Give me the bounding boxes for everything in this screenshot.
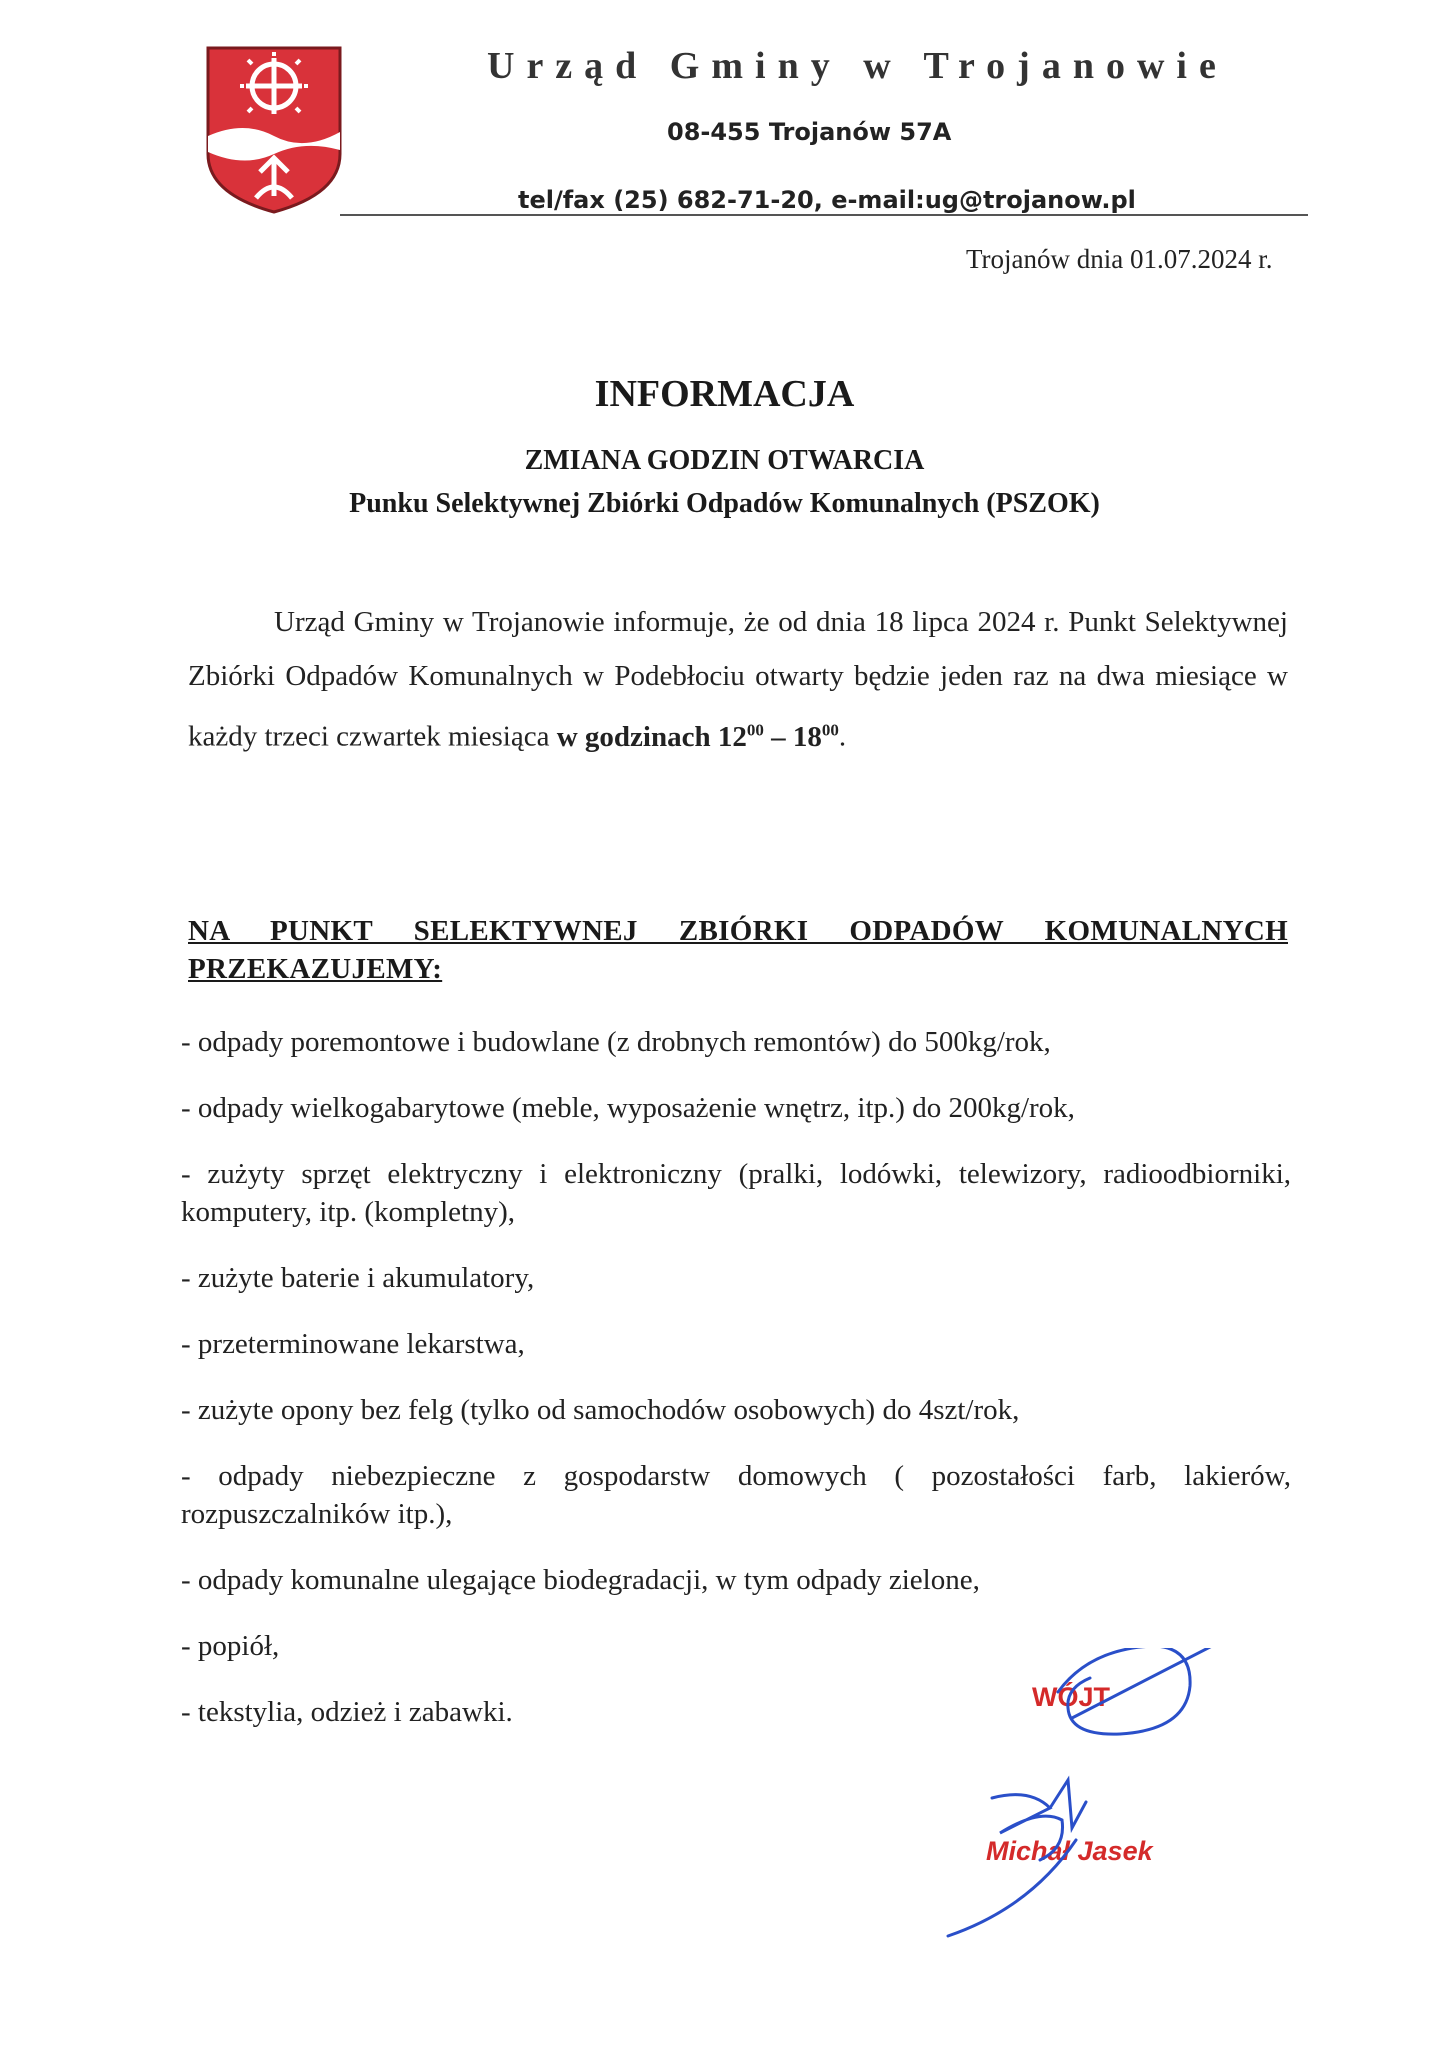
opening-hours: w godzinach $12^{00} - 18^{00}$ (556, 720, 839, 753)
coat-of-arms-icon (204, 44, 344, 216)
stamp-title: WÓJT (1032, 1682, 1110, 1712)
list-item: - zużyte baterie i akumulatory, (181, 1262, 535, 1294)
office-contact: tel/fax (25) 682-71-20, e-mail:ug@trojanow.pl (518, 186, 1136, 214)
list-item: - przeterminowane lekarstwa, (181, 1328, 525, 1360)
list-item: - popiół, (181, 1630, 280, 1662)
header-divider (340, 214, 1308, 216)
list-item: - odpady wielkogabarytowe (meble, wyposażenie wnętrz, itp.) do 200kg/rok, (181, 1092, 1075, 1124)
list-item: - zużyty sprzęt elektryczny i elektroniczny (pralki, lodówki, telewizory, radioodbiorniki, komputery, itp. (kompletny), (181, 1158, 1291, 1228)
accepted-waste-heading: NA PUNKT SELEKTYWNEJ ZBIÓRKI ODPADÓW KOMUNALNYCH PRZEKAZUJEMY: (188, 915, 1288, 985)
list-item: - tekstylia, odzież i zabawki. (181, 1696, 513, 1728)
stamp-name: Michał Jasek (986, 1836, 1153, 1866)
document-date: Trojanów dnia 01.07.2024 r. (966, 244, 1273, 274)
list-item: - odpady komunalne ulegające biodegradacji, w tym odpady zielone, (181, 1564, 980, 1596)
announcement-text: Urząd Gminy w Trojanowie informuje, że od dnia 18 lipca 2024 r. Punkt Selektywnej Zbiórki Odpadów Komunalnych w Podebłociu otwarty będzie jeden raz na dwa miesiące w każdy trzeci czwartek miesiąca (188, 606, 1288, 753)
signature-stamp (940, 1648, 1220, 1938)
list-item: - zużyte opony bez felg (tylko od samochodów osobowych) do 4szt/rok, (181, 1394, 1020, 1426)
document-subtitle: ZMIANA GODZIN OTWARCIA (524, 445, 925, 476)
office-name: Urząd Gminy w Trojanowie (487, 45, 1228, 87)
document-title: INFORMACJA (594, 373, 855, 415)
document-subtitle-facility: Punku Selektywnej Zbiórki Odpadów Komunalnych (PSZOK) (349, 488, 1100, 519)
announcement-paragraph: Urząd Gminy w Trojanowie informuje, że od dnia 18 lipca 2024 r. Punkt Selektywnej Zbiórki Odpadów Komunalnych w Podebłociu otwarty będzie jeden raz na dwa miesiące w każdy trzeci czwartek miesiąca w godzinach $12^{00} - 18^{00}$. (188, 606, 1288, 753)
list-item: - odpady poremontowe i budowlane (z drobnych remontów) do 500kg/rok, (181, 1026, 1051, 1058)
list-item: - odpady niebezpieczne z gospodarstw domowych ( pozostałości farb, lakierów, rozpuszczalników itp.), (181, 1460, 1291, 1530)
office-address: 08-455 Trojanów 57A (667, 118, 952, 146)
